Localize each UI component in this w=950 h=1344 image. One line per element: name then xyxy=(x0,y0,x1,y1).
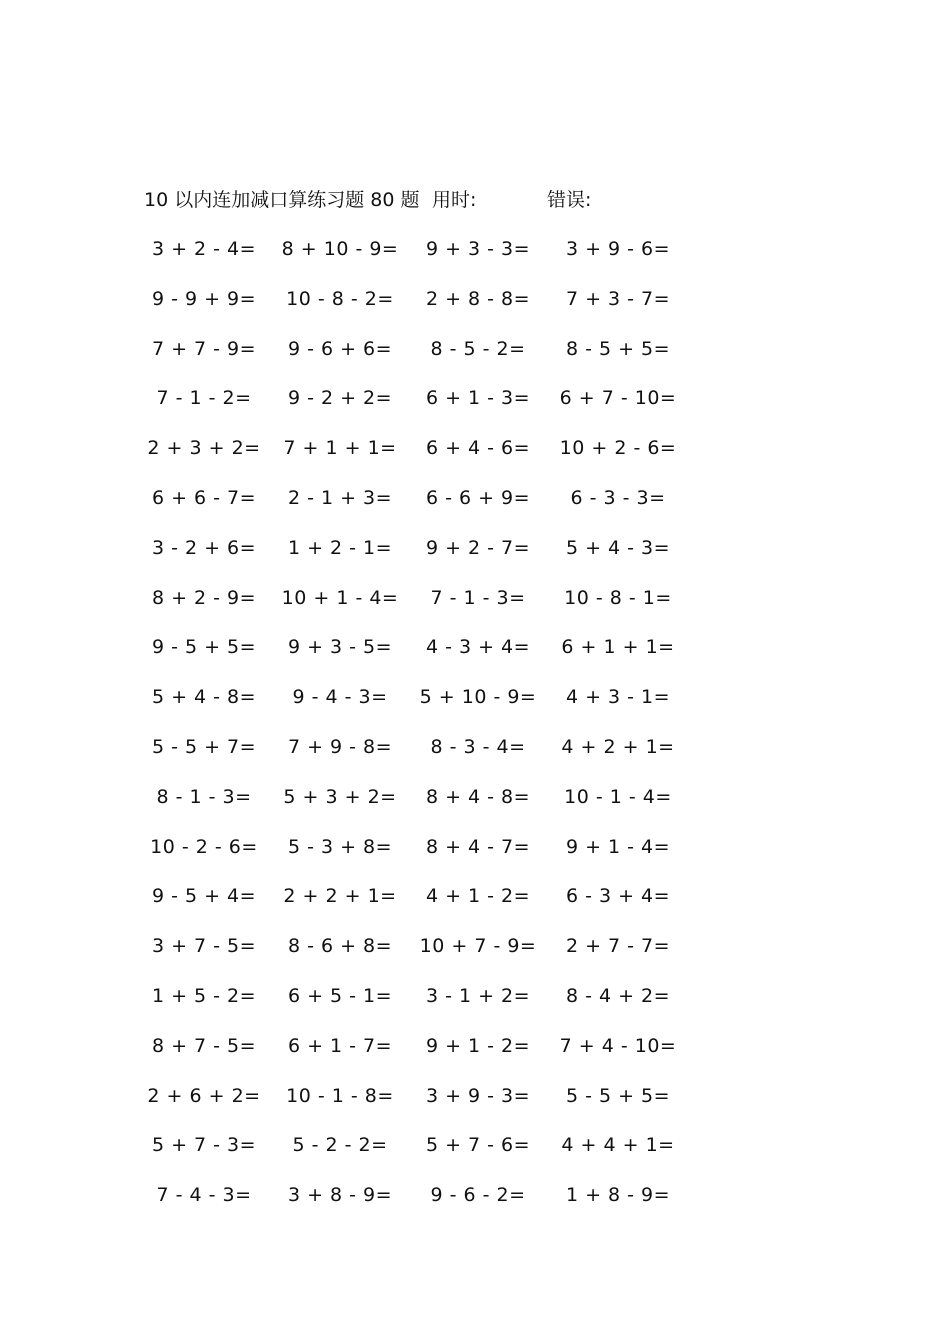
problem-item: 2 + 3 + 2= xyxy=(147,437,261,460)
problem-item: 10 - 1 - 8= xyxy=(286,1084,394,1107)
problem-row xyxy=(0,832,950,882)
problem-item: 5 - 3 + 8= xyxy=(287,835,393,858)
problem-item: 7 + 9 - 8= xyxy=(287,735,393,758)
problem-item: 4 + 2 + 1= xyxy=(561,735,675,758)
problem-row xyxy=(0,1081,950,1131)
problem-item: 7 + 3 - 7= xyxy=(565,287,671,310)
problem-item: 8 - 1 - 3= xyxy=(156,785,252,808)
problem-item: 9 - 6 + 6= xyxy=(287,337,393,360)
problem-item: 8 - 6 + 8= xyxy=(287,935,393,958)
problem-item: 2 - 1 + 3= xyxy=(287,486,393,509)
problem-item: 4 + 3 - 1= xyxy=(565,686,671,709)
problem-item: 10 - 8 - 2= xyxy=(286,287,394,310)
problem-item: 9 + 1 - 4= xyxy=(565,835,671,858)
problem-item: 1 + 2 - 1= xyxy=(287,536,393,559)
problem-row xyxy=(0,284,950,334)
problem-item: 6 + 4 - 6= xyxy=(425,437,531,460)
problem-item: 7 + 7 - 9= xyxy=(151,337,257,360)
problem-item: 6 + 5 - 1= xyxy=(287,984,393,1007)
problem-item: 8 + 7 - 5= xyxy=(151,1034,257,1057)
problem-row xyxy=(0,583,950,633)
problem-row xyxy=(0,881,950,931)
problem-item: 7 + 4 - 10= xyxy=(559,1034,677,1057)
problem-item: 10 + 7 - 9= xyxy=(419,935,537,958)
problem-item: 5 - 5 + 5= xyxy=(565,1084,671,1107)
problem-row xyxy=(0,383,950,433)
problem-row xyxy=(0,782,950,832)
problem-row xyxy=(0,732,950,782)
time-label: 用时: xyxy=(432,189,477,211)
problem-item: 3 - 1 + 2= xyxy=(425,984,531,1007)
error-label: 错误: xyxy=(547,189,592,211)
problem-item: 6 + 1 - 7= xyxy=(287,1034,393,1057)
problem-item: 4 - 3 + 4= xyxy=(425,636,531,659)
problem-item: 1 + 5 - 2= xyxy=(151,984,257,1007)
problem-row xyxy=(0,682,950,732)
problem-item: 2 + 6 + 2= xyxy=(147,1084,261,1107)
problem-row xyxy=(0,234,950,284)
problem-item: 10 - 8 - 1= xyxy=(564,586,672,609)
problem-item: 10 + 1 - 4= xyxy=(281,586,399,609)
problem-row xyxy=(0,433,950,483)
problem-item: 8 + 2 - 9= xyxy=(151,586,257,609)
problem-grid xyxy=(0,234,950,1230)
problem-item: 8 - 5 + 5= xyxy=(565,337,671,360)
problem-item: 3 + 2 - 4= xyxy=(151,238,257,260)
problem-row xyxy=(0,1031,950,1081)
problem-item: 6 - 3 + 4= xyxy=(565,885,671,908)
problem-row xyxy=(0,483,950,533)
problem-item: 7 - 4 - 3= xyxy=(156,1184,252,1207)
problem-row xyxy=(0,1180,950,1230)
problem-item: 8 + 4 - 8= xyxy=(425,785,531,808)
problem-item: 5 + 4 - 3= xyxy=(565,536,671,559)
problem-item: 3 + 9 - 6= xyxy=(565,238,671,260)
problem-item: 9 + 2 - 7= xyxy=(425,536,531,559)
problem-item: 9 - 6 - 2= xyxy=(430,1184,526,1207)
problem-row xyxy=(0,981,950,1031)
problem-item: 2 + 7 - 7= xyxy=(565,935,671,958)
problem-item: 9 + 3 - 3= xyxy=(425,238,531,260)
problem-item: 5 + 10 - 9= xyxy=(419,686,537,709)
problem-row xyxy=(0,632,950,682)
problem-item: 8 - 3 - 4= xyxy=(430,735,526,758)
problem-item: 6 + 1 + 1= xyxy=(561,636,675,659)
problem-item: 5 + 7 - 6= xyxy=(425,1134,531,1157)
worksheet-title: 10 以内连加减口算练习题 80 题 xyxy=(144,189,420,211)
problem-item: 6 + 6 - 7= xyxy=(151,486,257,509)
problem-item: 9 - 5 + 5= xyxy=(151,636,257,659)
problem-item: 7 + 1 + 1= xyxy=(283,437,397,460)
problem-item: 3 + 8 - 9= xyxy=(287,1184,393,1207)
problem-item: 4 + 4 + 1= xyxy=(561,1134,675,1157)
problem-item: 9 - 5 + 4= xyxy=(151,885,257,908)
problem-row xyxy=(0,334,950,384)
problem-item: 10 - 1 - 4= xyxy=(564,785,672,808)
problem-item: 3 + 7 - 5= xyxy=(151,935,257,958)
problem-item: 8 - 5 - 2= xyxy=(430,337,526,360)
problem-item: 7 - 1 - 3= xyxy=(430,586,526,609)
problem-item: 9 - 2 + 2= xyxy=(287,387,393,410)
problem-row xyxy=(0,533,950,583)
problem-item: 5 + 7 - 3= xyxy=(151,1134,257,1157)
problem-item: 6 - 3 - 3= xyxy=(570,486,666,509)
problem-item: 1 + 8 - 9= xyxy=(565,1184,671,1207)
problem-item: 6 + 7 - 10= xyxy=(559,387,677,410)
problem-item: 8 + 10 - 9= xyxy=(281,238,399,260)
problem-item: 3 + 9 - 3= xyxy=(425,1084,531,1107)
problem-item: 5 - 2 - 2= xyxy=(292,1134,388,1157)
problem-item: 3 - 2 + 6= xyxy=(151,536,257,559)
problem-item: 4 + 1 - 2= xyxy=(425,885,531,908)
problem-row xyxy=(0,1130,950,1180)
problem-item: 5 + 4 - 8= xyxy=(151,686,257,709)
problem-item: 5 - 5 + 7= xyxy=(151,735,257,758)
problem-item: 9 - 4 - 3= xyxy=(292,686,388,709)
problem-item: 9 - 9 + 9= xyxy=(151,287,257,310)
problem-item: 6 - 6 + 9= xyxy=(425,486,531,509)
problem-item: 6 + 1 - 3= xyxy=(425,387,531,410)
worksheet-header xyxy=(0,186,950,216)
problem-item: 10 - 2 - 6= xyxy=(150,835,258,858)
problem-item: 10 + 2 - 6= xyxy=(559,437,677,460)
problem-item: 8 + 4 - 7= xyxy=(425,835,531,858)
problem-item: 7 - 1 - 2= xyxy=(156,387,252,410)
problem-item: 9 + 1 - 2= xyxy=(425,1034,531,1057)
problem-item: 2 + 2 + 1= xyxy=(283,885,397,908)
problem-item: 2 + 8 - 8= xyxy=(425,287,531,310)
problem-item: 8 - 4 + 2= xyxy=(565,984,671,1007)
problem-item: 9 + 3 - 5= xyxy=(287,636,393,659)
problem-row xyxy=(0,931,950,981)
problem-item: 5 + 3 + 2= xyxy=(283,785,397,808)
